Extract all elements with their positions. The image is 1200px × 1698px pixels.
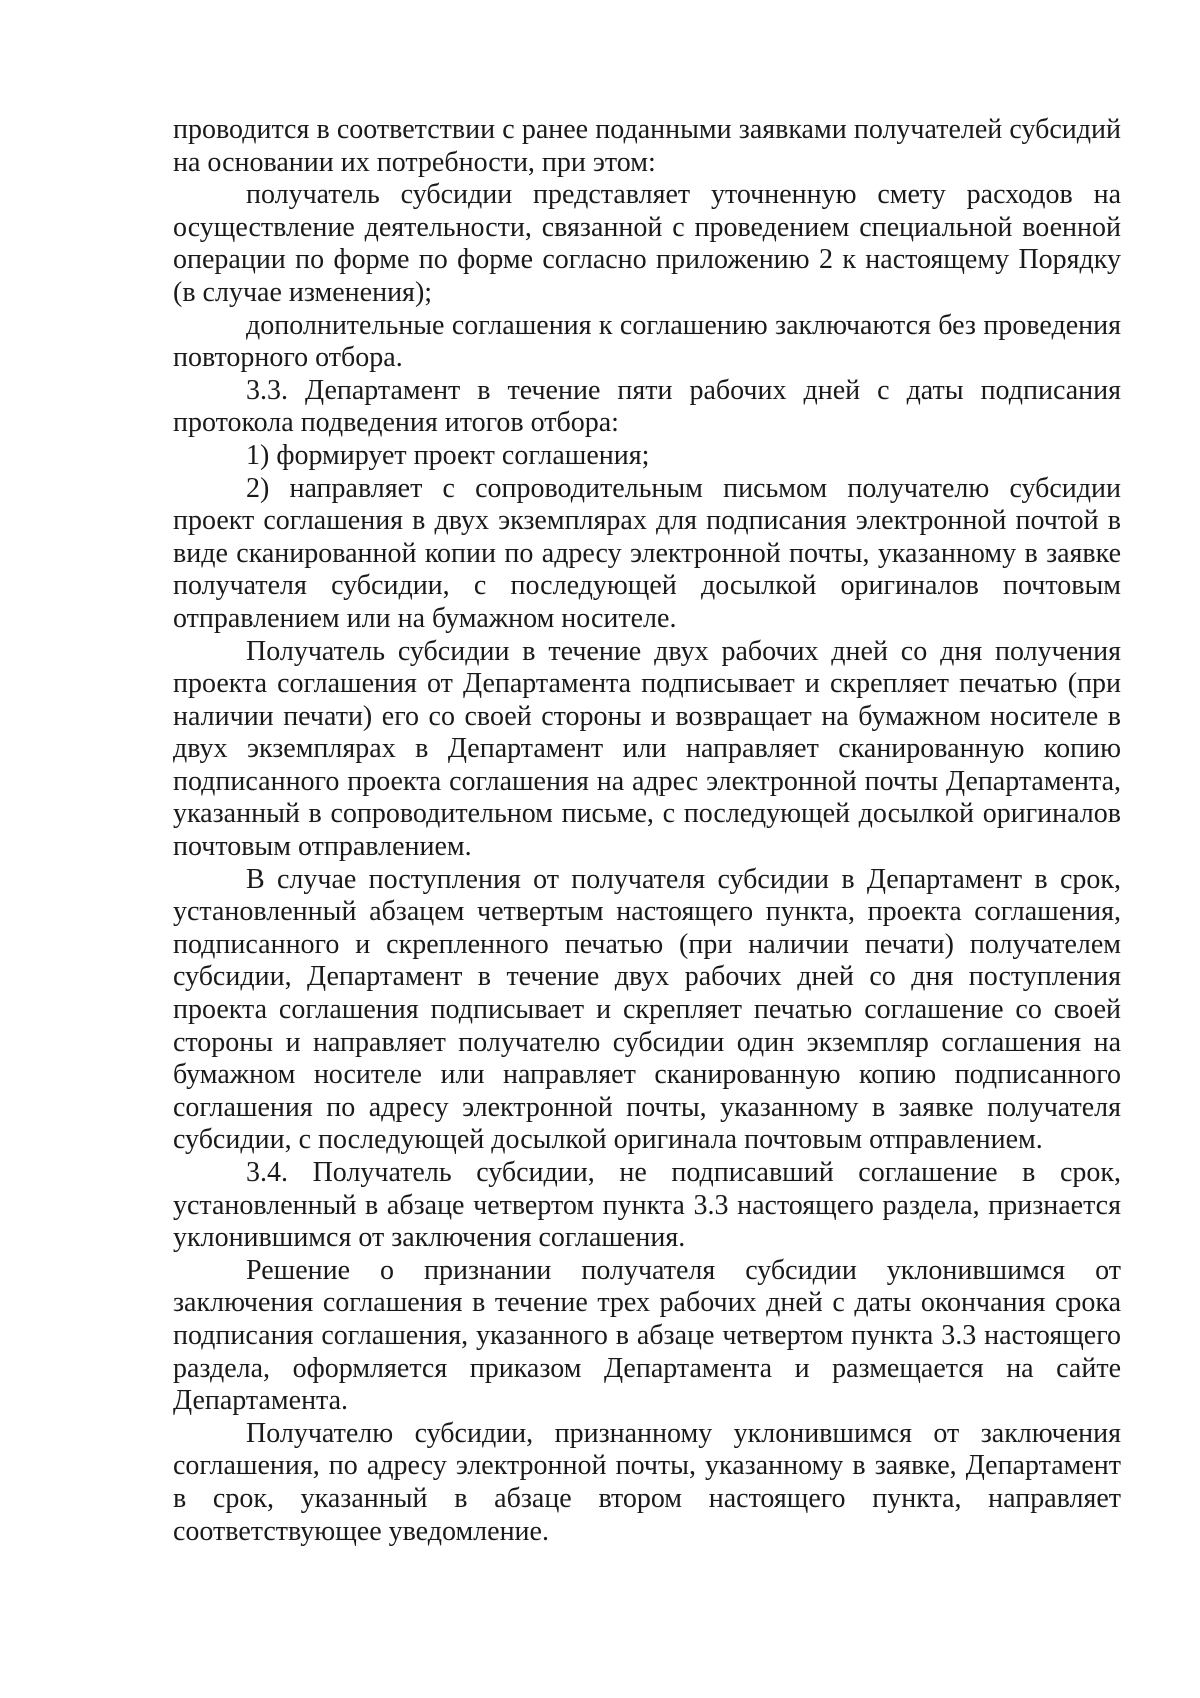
paragraph-notification: Получателю субсидии, признанному уклонившимся от заключения соглашения, по адресу электронной почты, указанному в заявке, Департамент в срок, указанный в абзаце втором настоящего пункта, направляет соответствующее уведомление. — [173, 1417, 1121, 1547]
paragraph-additional-agreements: дополнительные соглашения к соглашению заключаются без проведения повторного отбора. — [173, 309, 1121, 374]
paragraph-recipient-signing: Получатель субсидии в течение двух рабочих дней со дня получения проекта соглашения от Департамента подписывает и скрепляет печатью (при наличии печати) его со своей стороны и возвращает на бумажном носителе в двух экземплярах в Департамент или направляет сканированную копию подписанного проекта соглашения на адрес электронной почты Департамента, указанный в сопроводительном письме, с последующей досылкой оригиналов почтовым отправлением. — [173, 635, 1121, 863]
paragraph-estimate: получатель субсидии представляет уточненную смету расходов на осуществление деятельности, связанной с проведением специальной военной операции по форме по форме согласно приложению 2 к настоящему Порядку (в случае изменения); — [173, 179, 1121, 308]
paragraph-continuation: проводится в соответствии с ранее поданными заявками получателей субсидий на основании их потребности, при этом: — [173, 114, 1121, 178]
paragraph-3-3-item-2: 2) направляет с сопроводительным письмом получателю субсидии проект соглашения в двух экземплярах для подписания электронной почтой в виде сканированной копии по адресу электронной почты, указанному в заявке получателя субсидии, с последующей досылкой оригиналов почтовым отправлением или на бумажном носителе. — [173, 472, 1121, 634]
document-body — [173, 114, 1121, 1548]
paragraph-evasion-decision: Решение о признании получателя субсидии уклонившимся от заключения соглашения в течение трех рабочих дней с даты окончания срока подписания соглашения, указанного в абзаце четвертом пункта 3.3 настоящего раздела, оформляется приказом Департамента и размещается на сайте Департамента. — [173, 1254, 1121, 1417]
paragraph-department-signing: В случае поступления от получателя субсидии в Департамент в срок, установленный абзацем четвертым настоящего пункта, проекта соглашения, подписанного и скрепленного печатью (при наличии печати) получателем субсидии, Департамент в течение двух рабочих дней со дня поступления проекта соглашения подписывает и скрепляет печатью соглашение со своей стороны и направляет получателю субсидии один экземпляр соглашения на бумажном носителе или направляет сканированную копию подписанного соглашения по адресу электронной почты, указанному в заявке получателя субсидии, с последующей досылкой оригинала почтовым отправлением. — [173, 863, 1121, 1156]
paragraph-3-3: 3.3. Департамент в течение пяти рабочих дней с даты подписания протокола подведения итогов отбора: — [173, 374, 1121, 439]
paragraph-3-3-item-1: 1) формирует проект соглашения; — [246, 439, 650, 471]
paragraph-3-4: 3.4. Получатель субсидии, не подписавший соглашение в срок, установленный в абзаце четвертом пункта 3.3 настоящего раздела, признается уклонившимся от заключения соглашения. — [173, 1157, 1121, 1254]
